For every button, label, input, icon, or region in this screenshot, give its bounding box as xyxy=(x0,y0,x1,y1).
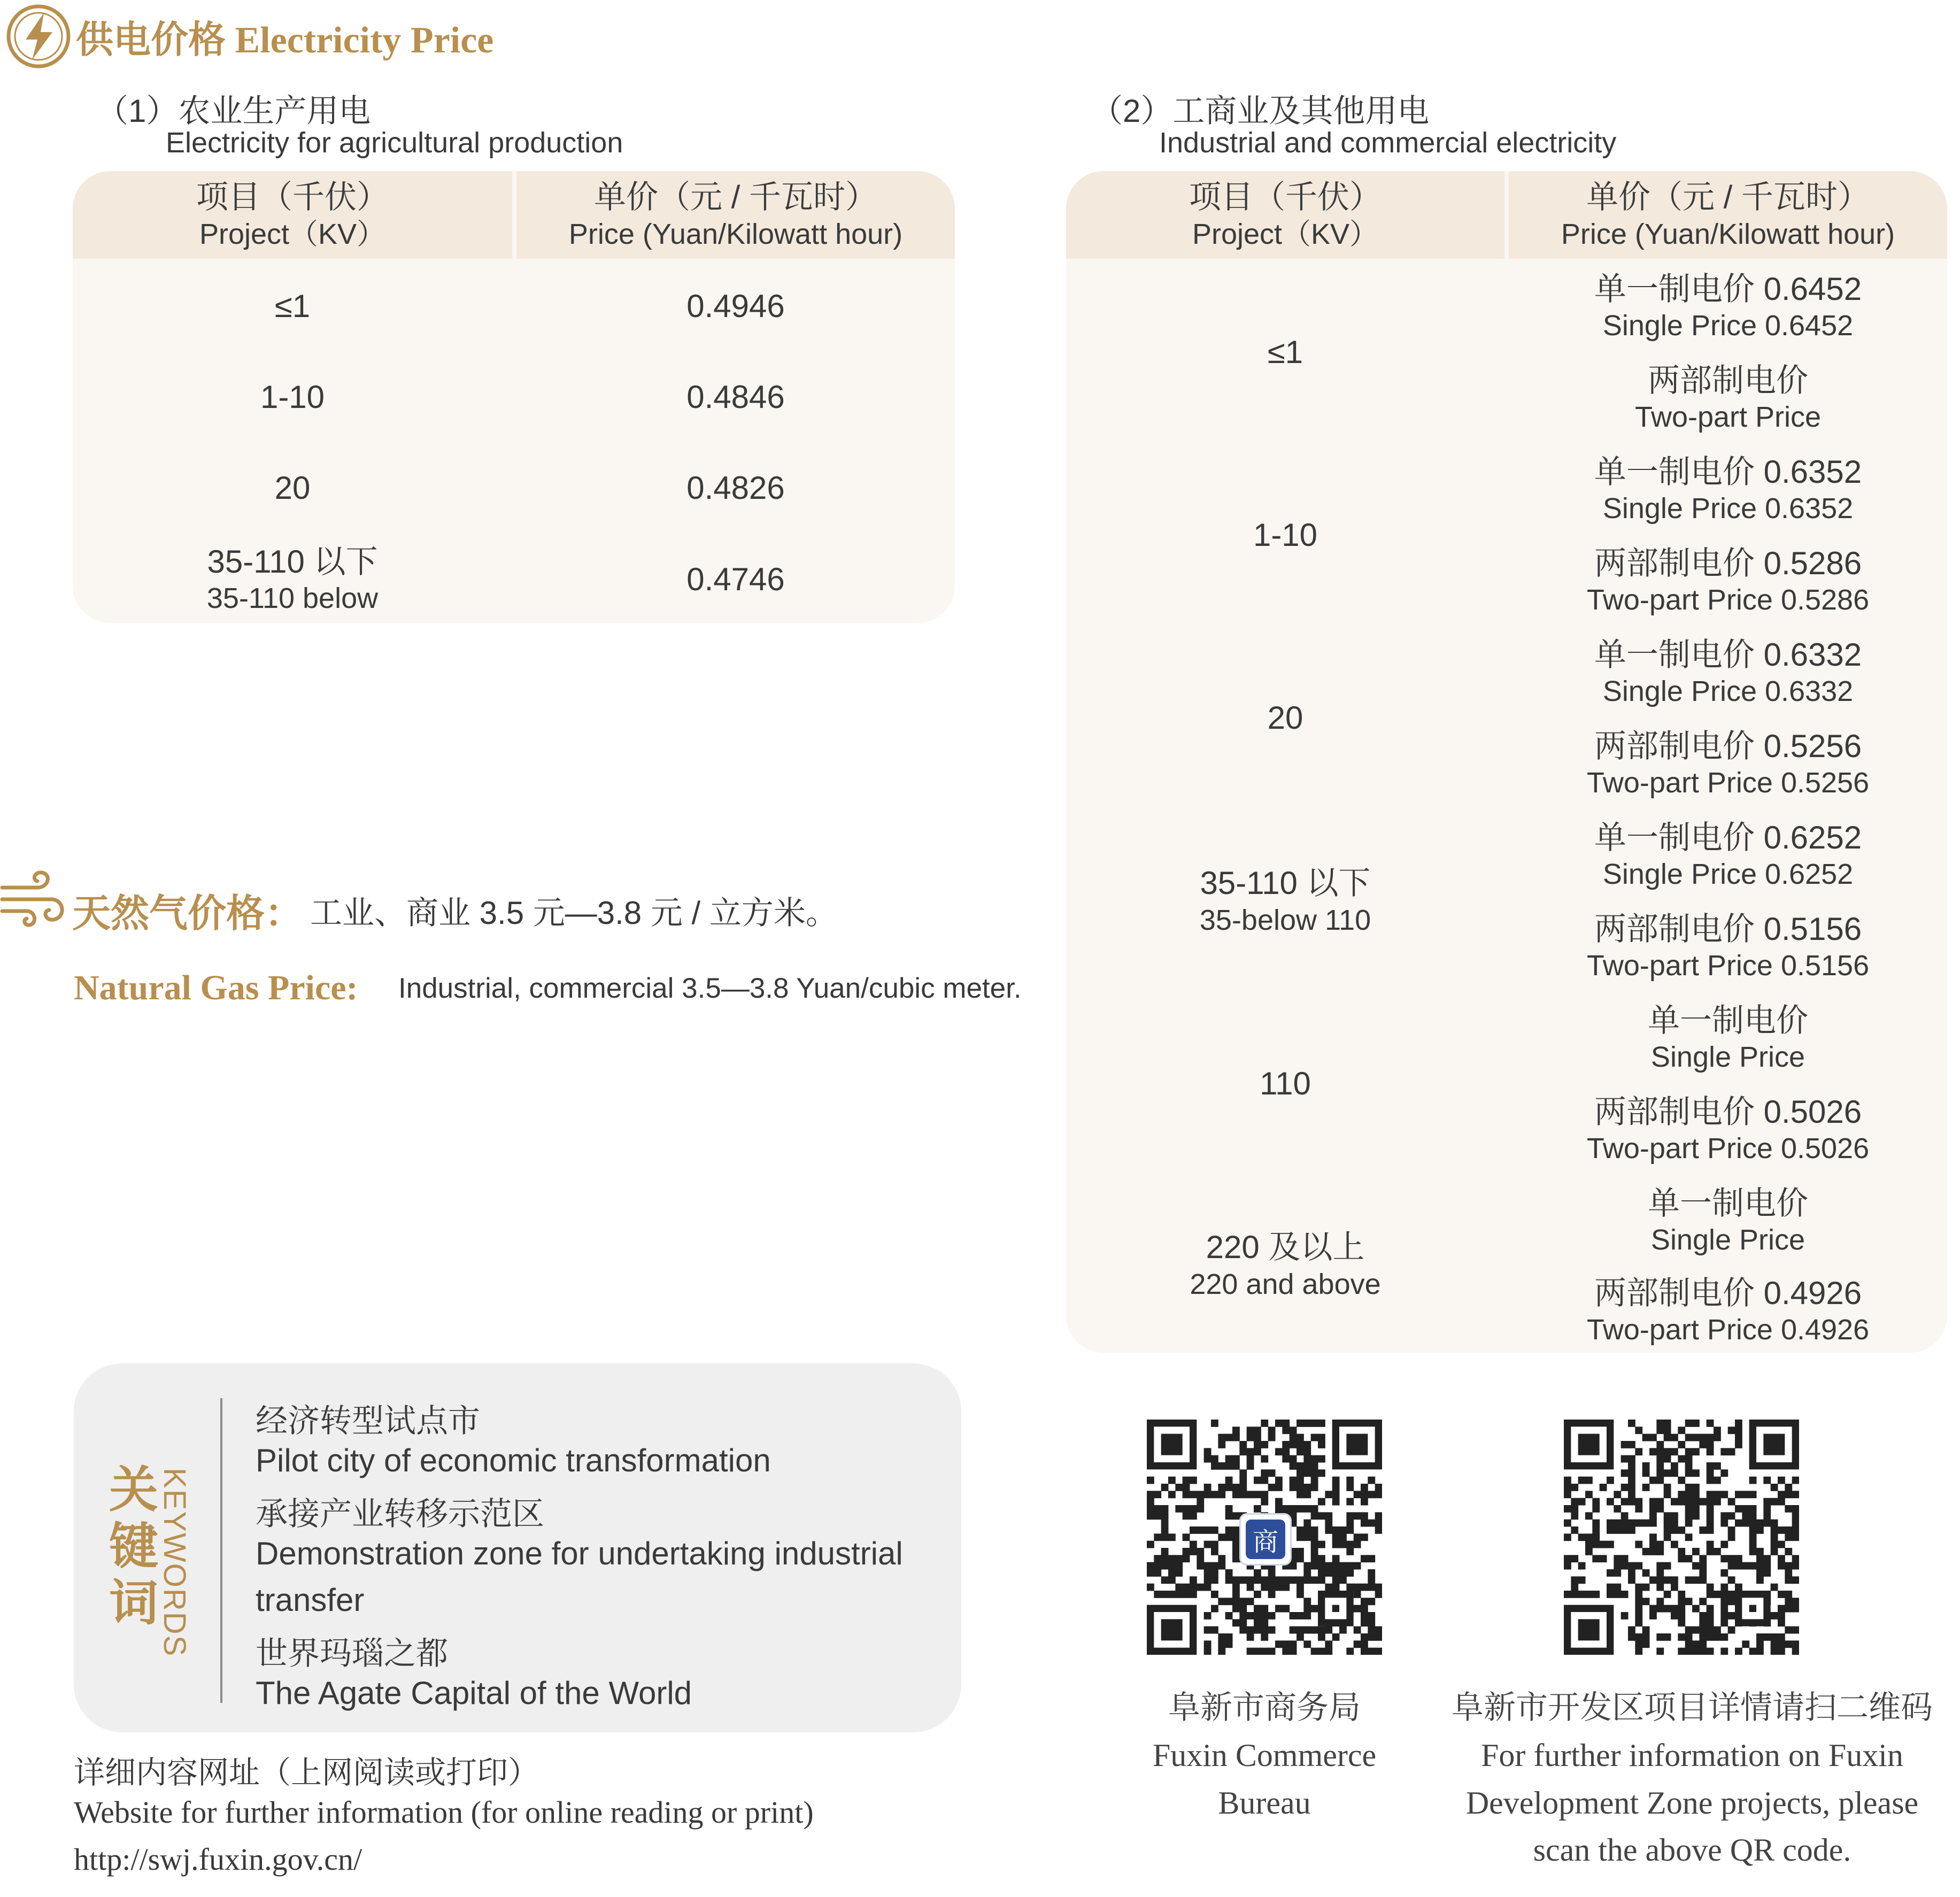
keyword-line: The Agate Capital of the World xyxy=(256,1675,692,1711)
cell-text-en: Single Price 0.6452 xyxy=(1602,310,1854,342)
page-title: 供电价格 Electricity Price xyxy=(76,20,494,61)
keyword-line: Pilot city of economic transformation xyxy=(256,1443,771,1478)
caption-en: scan the above QR code. xyxy=(1533,1832,1851,1868)
agri-price-cell xyxy=(516,445,955,531)
gas-title-cn: 天然气价格： xyxy=(72,892,304,935)
caption-en: Bureau xyxy=(1218,1785,1311,1821)
cell-text-cn: 两部制电价 0.5256 xyxy=(1594,728,1862,764)
gas-text-en: Industrial, commercial 3.5—3.8 Yuan/cubic meter. xyxy=(398,973,1022,1004)
ind-title-en: Industrial and commercial electricity xyxy=(1159,127,1617,159)
cell-text-en: 220 and above xyxy=(1190,1268,1381,1300)
cell-text: 20 xyxy=(1267,700,1303,736)
qr-caption-commerce xyxy=(1120,1684,1409,1826)
cell-text: 0.4746 xyxy=(686,561,785,597)
agri-col-price-header xyxy=(516,171,955,259)
caption-en: For further information on Fuxin xyxy=(1481,1737,1903,1773)
agri-price-cell xyxy=(516,354,955,441)
ind-two-part-price-cell xyxy=(1509,720,1947,807)
cell-text-cn: 两部制电价 0.5026 xyxy=(1594,1093,1862,1130)
ind-project-cell xyxy=(1066,263,1504,442)
qr-code-development-zone xyxy=(1564,1420,1799,1655)
agri-project-cell xyxy=(73,263,512,350)
keywords-label-en-vertical xyxy=(144,1468,209,1657)
cell-text-en: Single Price xyxy=(1650,1224,1805,1256)
website-label-cn: 详细内容网址（上网阅读或打印） xyxy=(74,1755,539,1790)
ind-project-cell xyxy=(1066,1177,1504,1353)
keyword-line: 承接产业转移示范区 xyxy=(256,1496,544,1532)
header-label-cn: 单价（元 / 千瓦时） xyxy=(593,179,877,215)
ind-project-cell xyxy=(1066,994,1504,1173)
header-label-cn: 项目（千伏） xyxy=(196,179,389,215)
cell-text: 0.4826 xyxy=(686,470,785,506)
ind-single-price-cell xyxy=(1509,1177,1947,1264)
gas-text-cn: 工业、商业 3.5 元—3.8 元 / 立方米。 xyxy=(310,895,838,931)
cell-text-cn: 单一制电价 0.6252 xyxy=(1594,819,1862,855)
agri-price-cell xyxy=(516,536,955,623)
cell-text-en: 35-below 110 xyxy=(1199,904,1371,936)
ind-single-price-cell xyxy=(1509,629,1947,716)
ind-col-price-header xyxy=(1509,171,1947,259)
qr-caption-development-zone xyxy=(1441,1684,1943,1874)
cell-text-en: Two-part Price 0.5286 xyxy=(1586,584,1870,616)
ind-two-part-price-cell xyxy=(1509,1269,1947,1353)
cell-text-cn: 单一制电价 0.6452 xyxy=(1594,271,1862,307)
ind-single-price-cell xyxy=(1509,263,1947,350)
website-url[interactable]: http://swj.fuxin.gov.cn/ xyxy=(74,1842,362,1877)
agri-project-cell xyxy=(73,536,512,623)
cell-text: 220 及以上 xyxy=(1206,1229,1365,1266)
ind-single-price-cell xyxy=(1509,446,1947,533)
cell-text: 35-110 以下 xyxy=(1200,865,1371,901)
ind-two-part-price-cell xyxy=(1509,354,1947,442)
lightning-icon xyxy=(4,2,73,71)
cell-text: 1-10 xyxy=(1253,517,1318,553)
gas-title-en: Natural Gas Price: xyxy=(74,968,358,1007)
commerce-logo-icon xyxy=(1239,1513,1292,1566)
cell-text-cn: 两部制电价 0.5286 xyxy=(1594,545,1862,581)
cell-text-cn: 单一制电价 0.6332 xyxy=(1594,636,1862,673)
header-label-cn: 项目（千伏） xyxy=(1189,179,1382,215)
ind-col-project-header xyxy=(1066,171,1504,259)
ind-single-price-cell xyxy=(1509,994,1947,1082)
keywords-label-cn: 关键词 xyxy=(109,1463,158,1631)
caption-en: Development Zone projects, please xyxy=(1465,1785,1919,1821)
cell-text: 20 xyxy=(274,470,311,506)
cell-text-cn: 单一制电价 0.6352 xyxy=(1594,453,1862,490)
cell-text: 0.4846 xyxy=(686,379,785,415)
ind-single-price-cell xyxy=(1509,812,1947,899)
keyword-line: 经济转型试点市 xyxy=(256,1403,480,1439)
ind-two-part-price-cell xyxy=(1509,903,1947,990)
agri-table xyxy=(73,171,955,623)
caption-en: Fuxin Commerce xyxy=(1152,1737,1377,1773)
ind-project-cell xyxy=(1066,629,1504,807)
ind-project-cell xyxy=(1066,446,1504,624)
keyword-line: transfer xyxy=(256,1582,365,1618)
cell-text-en: Single Price 0.6252 xyxy=(1602,858,1854,891)
website-label-en: Website for further information (for online reading or print) xyxy=(74,1795,814,1830)
keywords-divider xyxy=(220,1398,222,1703)
ind-project-cell xyxy=(1066,812,1504,990)
header-label-en: Project（KV） xyxy=(199,218,386,250)
cell-text: 1-10 xyxy=(260,379,325,415)
ind-two-part-price-cell xyxy=(1509,1086,1947,1173)
ind-two-part-price-cell xyxy=(1509,537,1947,624)
cell-text-en: Two-part Price 0.5256 xyxy=(1586,767,1870,799)
caption-cn: 阜新市商务局 xyxy=(1168,1690,1361,1725)
wind-swirl-icon xyxy=(0,866,70,930)
agri-project-cell xyxy=(73,445,512,531)
cell-text-en: Single Price xyxy=(1650,1041,1805,1074)
cell-text: 0.4946 xyxy=(686,288,785,325)
cell-text-en: Single Price 0.6352 xyxy=(1602,492,1854,525)
cell-text-cn: 两部制电价 xyxy=(1648,362,1808,398)
agri-col-project-header xyxy=(73,171,512,259)
keywords-label-en: KEYWORDS xyxy=(157,1468,192,1657)
header-label-en: Price (Yuan/Kilowatt hour) xyxy=(1561,218,1895,250)
caption-cn: 阜新市开发区项目详情请扫二维码 xyxy=(1452,1690,1933,1725)
keyword-line: Demonstration zone for undertaking industrial xyxy=(256,1536,903,1571)
keyword-line: 世界玛瑙之都 xyxy=(256,1636,448,1671)
agri-title-en: Electricity for agricultural production xyxy=(166,127,623,159)
cell-text-cn: 单一制电价 xyxy=(1648,1185,1808,1221)
ind-table xyxy=(1066,171,1947,1353)
cell-text-en: Single Price 0.6332 xyxy=(1602,675,1854,708)
cell-text-en: Two-part Price 0.5156 xyxy=(1586,950,1870,982)
cell-text: ≤1 xyxy=(1267,334,1303,371)
agri-price-cell xyxy=(516,263,955,350)
cell-text-en: Two-part Price 0.5026 xyxy=(1586,1132,1870,1165)
cell-text: 110 xyxy=(1260,1066,1311,1102)
commerce-logo-glyph: 商 xyxy=(1246,1520,1285,1559)
agri-project-cell xyxy=(73,354,512,441)
header-label-en: Price (Yuan/Kilowatt hour) xyxy=(568,218,903,250)
agri-title-cn: （1）农业生产用电 xyxy=(96,93,371,129)
header-label-cn: 单价（元 / 千瓦时） xyxy=(1586,179,1870,215)
cell-text-cn: 单一制电价 xyxy=(1648,1002,1808,1038)
cell-text-en: Two-part Price 0.4926 xyxy=(1586,1314,1870,1346)
cell-text-cn: 两部制电价 0.5156 xyxy=(1594,911,1862,947)
cell-text-en: 35-110 below xyxy=(206,582,379,615)
header-label-en: Project（KV） xyxy=(1192,218,1379,250)
cell-text-en: Two-part Price xyxy=(1634,401,1822,434)
ind-title-cn: （2）工商业及其他用电 xyxy=(1091,93,1430,129)
cell-text: 35-110 以下 xyxy=(207,543,378,580)
cell-text: ≤1 xyxy=(274,288,311,325)
cell-text-cn: 两部制电价 0.4926 xyxy=(1594,1275,1862,1311)
